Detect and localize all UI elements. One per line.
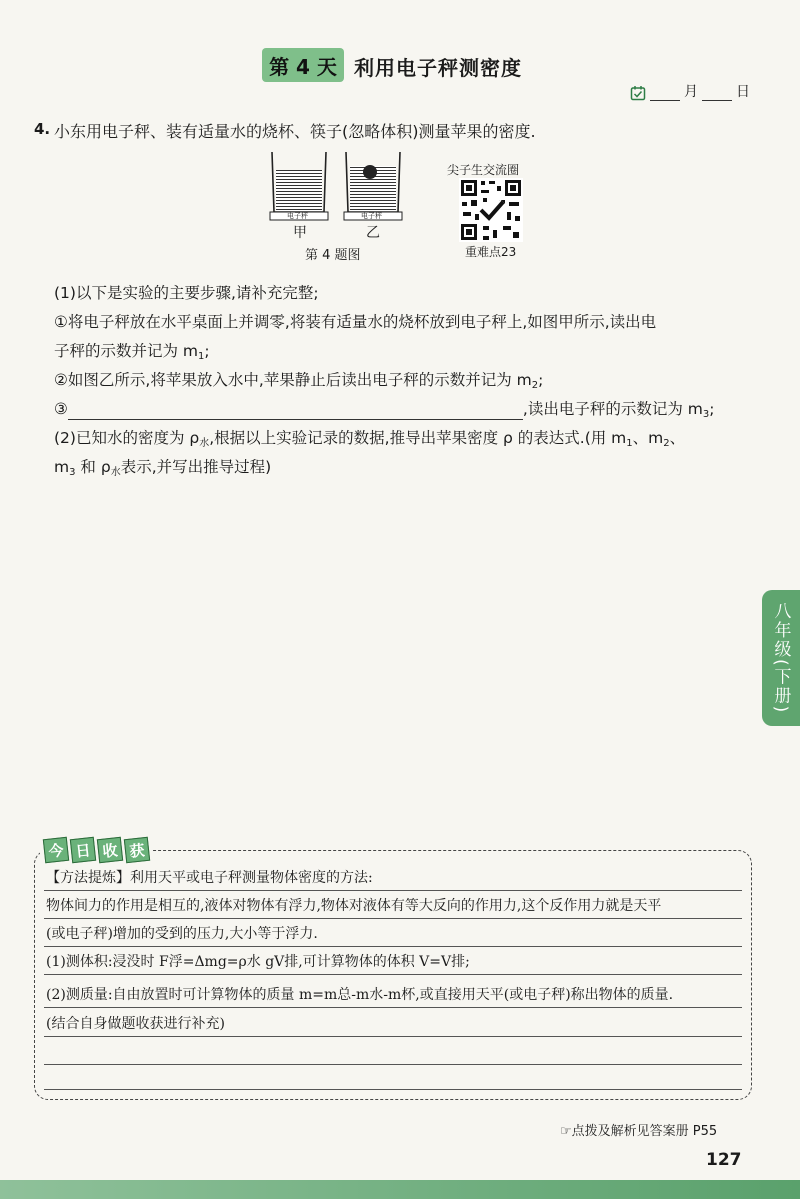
bottom-band xyxy=(0,1180,800,1199)
step3-answer-blank[interactable] xyxy=(68,403,523,420)
figure-caption: 第 4 题图 xyxy=(305,248,361,263)
summary-row: 物体间力的作用是相互的,液体对物体有浮力,物体对液体有等大反向的作用力,这个反作用力就是天平 xyxy=(44,894,742,919)
summary-row: (1)测体积:浸没时 F浮=Δmg=ρ水 gV排,可计算物体的体积 V=V排; xyxy=(44,950,742,975)
figure-label-b: 乙 xyxy=(366,225,380,241)
scale-label-a: 电子秤 xyxy=(287,212,308,220)
question-stem: 小东用电子秤、装有适量水的烧杯、筷子(忽略体积)测量苹果的密度. xyxy=(54,122,536,141)
apple xyxy=(363,165,377,179)
summary-title xyxy=(40,838,153,862)
part2-line1: (2)已知水的密度为 $\rho_水$,根据以上实验记录的数据,推导出苹果密度 ρ 的表达式.(用 $m_1$、$m_2$、 xyxy=(54,429,686,449)
figure-label-a: 甲 xyxy=(293,225,307,241)
summary-title-char: 获 xyxy=(124,837,150,863)
step3-line: ③ ,读出电子秤的示数记为 $m_3$; xyxy=(54,400,715,420)
beaker-a xyxy=(270,152,328,220)
summary-title-char: 日 xyxy=(70,837,96,863)
scale-label-b: 电子秤 xyxy=(361,212,382,220)
summary-title-char: 收 xyxy=(97,837,123,863)
summary-blank-line[interactable] xyxy=(44,1063,742,1065)
summary-row: (或电子秤)增加的受到的压力,大小等于浮力. xyxy=(44,922,742,947)
summary-title-char: 今 xyxy=(43,837,69,863)
calendar-check-icon xyxy=(630,85,646,101)
date-field xyxy=(630,81,750,101)
step2-line: ②如图乙所示,将苹果放入水中,苹果静止后读出电子秤的示数并记为 $m_2$; xyxy=(54,371,544,391)
question-number: 4. xyxy=(34,120,51,138)
qr-code-icon[interactable] xyxy=(459,178,523,242)
summary-blank-line[interactable] xyxy=(44,1088,742,1090)
summary-row: (结合自身做题收获进行补充) xyxy=(44,1012,742,1037)
grade-side-tab[interactable]: 八年级(下册) xyxy=(762,590,800,726)
page-title: 利用电子秤测密度 xyxy=(354,56,522,80)
summary-row: 【方法提炼】利用天平或电子秤测量物体密度的方法: xyxy=(44,866,742,891)
day-label: 日 xyxy=(736,84,750,100)
month-blank[interactable] xyxy=(650,86,680,101)
month-label: 月 xyxy=(684,84,698,100)
day-badge: 第 4 天 xyxy=(262,48,344,82)
answer-reference: ☞点拨及解析见答案册 P55 xyxy=(560,1124,718,1139)
part1-intro: (1)以下是实验的主要步骤,请补充完整; xyxy=(54,284,319,302)
summary-row: (2)测质量:自由放置时可计算物体的质量 m=m总-m水-m杯,或直接用天平(或电子秤)称出物体的质量. xyxy=(44,983,742,1008)
qr-caption: 重难点23 xyxy=(465,245,517,259)
step1-line1: ①将电子秤放在水平桌面上并调零,将装有适量水的烧杯放到电子秤上,如图甲所示,读出电 xyxy=(54,313,657,331)
page-number: 127 xyxy=(706,1150,742,1170)
part2-line2: $m_3$ 和 $\rho_水$表示,并写出推导过程) xyxy=(54,458,272,478)
beaker-b xyxy=(344,152,402,220)
day-blank[interactable] xyxy=(702,86,732,101)
qr-title: 尖子生交流圈 xyxy=(447,163,520,177)
step1-line2: 子秤的示数并记为 $m_1$; xyxy=(54,342,210,362)
